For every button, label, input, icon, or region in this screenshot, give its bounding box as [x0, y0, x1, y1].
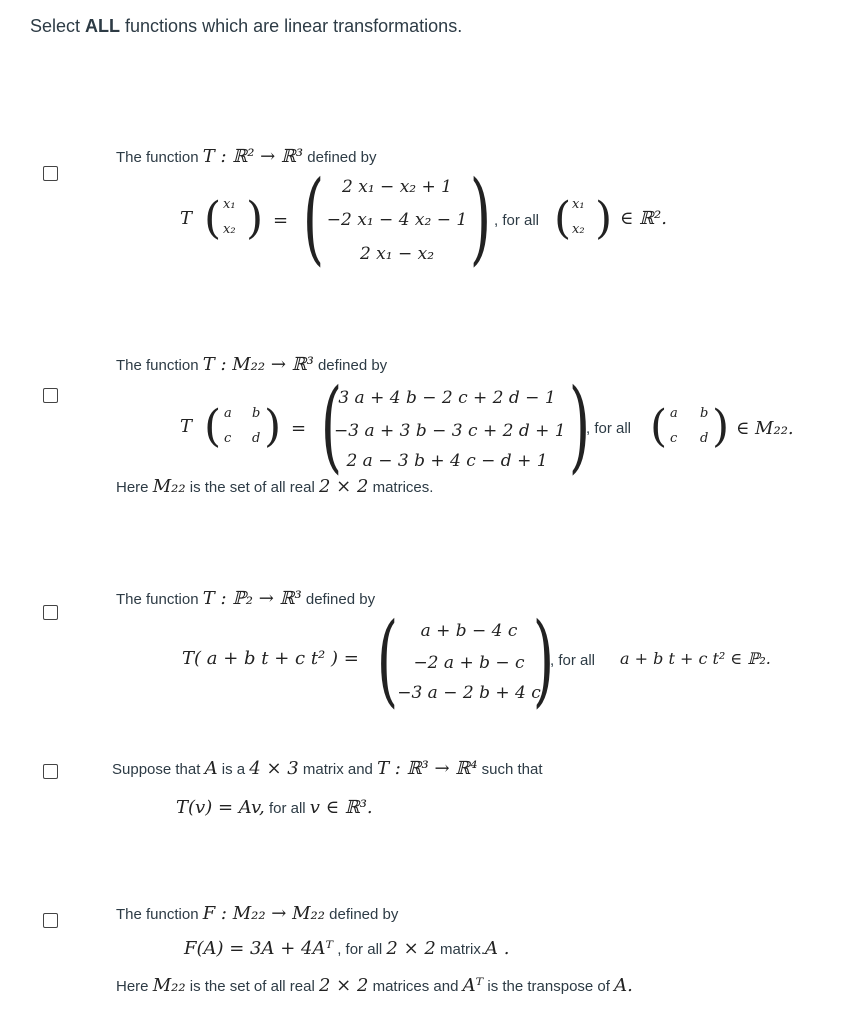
option-3-mapping: T : ℙ₂ → ℝ³ — [202, 588, 302, 609]
option-5-note-dim: 2 × 2 — [318, 975, 369, 996]
option-5-intro-pre: The function — [116, 906, 203, 923]
option-2-mat-d: d — [252, 431, 261, 446]
option-1-intro-post: defined by — [303, 149, 377, 166]
option-1-intro-pre: The function — [116, 149, 203, 166]
option-2-for-all: , for all — [586, 420, 632, 437]
option-1-vec-top: x₁ — [223, 197, 236, 212]
option-3-for-all: , for all — [550, 652, 596, 669]
option-1-dom-right-paren: ) — [595, 193, 613, 244]
option-4-for-all: for all — [264, 800, 310, 817]
option-4-dim: 4 × 3 — [249, 758, 299, 779]
option-2-mat-left-paren: ( — [204, 401, 222, 452]
option-2-dom-c: c — [670, 431, 678, 446]
option-2-mat-right-paren: ) — [264, 401, 282, 452]
option-5-note-pre: Here — [116, 978, 153, 995]
option-1-intro — [116, 146, 377, 167]
option-5-line-2 — [184, 938, 509, 959]
prompt-text-pre: Select — [30, 16, 86, 36]
option-3-row-3: −3 a − 2 b + 4 c — [397, 683, 541, 703]
option-3-result-right-paren: ) — [532, 601, 555, 718]
option-2-result-right-paren: ) — [568, 367, 591, 484]
option-2-lhs: T — [180, 416, 193, 437]
option-1-for-all: , for all — [494, 212, 540, 229]
option-2-intro — [116, 354, 387, 375]
option-3-domain: a + b t + c t² ∈ ℙ₂. — [620, 649, 771, 668]
option-3-lhs: T( a + b t + c t² ) = — [182, 648, 359, 669]
option-1-vec-bot: x₂ — [223, 222, 236, 237]
option-2-mat-a: a — [224, 406, 232, 421]
option-5-note-AT: Aᵀ — [462, 975, 484, 996]
option-1-vec-right-paren: ) — [246, 193, 264, 244]
option-5-note-mid2: matrices and — [368, 978, 463, 995]
option-4-line-1-mid: is a — [217, 761, 250, 778]
option-5-checkbox[interactable] — [43, 913, 58, 928]
option-5-mapping: F : M₂₂ → M₂₂ — [202, 903, 325, 924]
option-2-note-dim: 2 × 2 — [318, 476, 369, 497]
option-2-dom-a: a — [670, 406, 678, 421]
option-1-row-2: −2 x₁ − 4 x₂ − 1 — [326, 210, 468, 230]
option-1-result-right-paren: ) — [469, 159, 492, 276]
option-2-domain: ∈ M₂₂. — [736, 418, 794, 439]
option-3-checkbox[interactable] — [43, 605, 58, 620]
option-2-row-2: −3 a + 3 b − 3 c + 2 d + 1 — [334, 421, 566, 441]
option-4-mapping: T : ℝ³ → ℝ⁴ — [377, 758, 478, 779]
option-4-domain: v ∈ ℝ³. — [309, 797, 373, 818]
option-5-matrix-word: matrix. — [435, 941, 486, 958]
option-3-intro-post: defined by — [301, 591, 376, 608]
option-1-row-1: 2 x₁ − x₂ + 1 — [342, 177, 452, 197]
option-1-dom-vec-bot: x₂ — [572, 222, 585, 237]
option-2-note-math: M₂₂ — [152, 476, 186, 497]
option-4-line-1-post: such that — [477, 761, 543, 778]
option-2-row-1: 3 a + 4 b − 2 c + 2 d − 1 — [338, 388, 556, 408]
option-1-lhs: T — [180, 208, 193, 229]
option-5-dim: 2 × 2 — [386, 938, 436, 959]
option-3-row-1: a + b − 4 c — [420, 621, 518, 641]
option-1-equals: = — [273, 210, 289, 231]
option-5-intro — [116, 903, 398, 924]
option-2-note — [116, 476, 433, 497]
option-5-equation: F(A) = 3A + 4Aᵀ — [184, 938, 334, 959]
option-2-mapping: T : M₂₂ → ℝ³ — [202, 354, 314, 375]
option-2-dom-right-paren: ) — [712, 401, 730, 452]
option-4-line-2 — [176, 797, 373, 818]
option-2-mat-c: c — [224, 431, 232, 446]
option-3-intro-pre: The function — [116, 591, 203, 608]
option-2-note-pre: Here — [116, 479, 153, 496]
option-2-dom-left-paren: ( — [650, 401, 668, 452]
option-2-dom-d: d — [700, 431, 709, 446]
option-2-intro-pre: The function — [116, 357, 203, 374]
option-2-result-left-paren: ( — [320, 367, 343, 484]
option-5-for-all: , for all — [333, 941, 387, 958]
option-1-checkbox[interactable] — [43, 166, 58, 181]
option-2-intro-post: defined by — [313, 357, 388, 374]
option-5-note-mid: is the set of all real — [185, 978, 319, 995]
prompt-text-post: functions which are linear transformations. — [120, 16, 463, 36]
option-1-row-3: 2 x₁ − x₂ — [359, 244, 435, 264]
option-5-note-math: M₂₂ — [152, 975, 186, 996]
option-1-domain: ∈ ℝ². — [620, 208, 667, 229]
option-2-note-mid: is the set of all real — [185, 479, 319, 496]
option-2-mat-b: b — [252, 406, 261, 421]
option-1-mapping: T : ℝ² → ℝ³ — [202, 146, 304, 167]
option-4-matrix-A: A — [204, 758, 218, 779]
option-2-equals: = — [291, 418, 307, 439]
option-5-note-mid3: is the transpose of — [483, 978, 615, 995]
option-2-note-post: matrices. — [368, 479, 434, 496]
option-1-dom-vec-top: x₁ — [572, 197, 585, 212]
option-3-intro — [116, 588, 375, 609]
option-3-row-2: −2 a + b − c — [413, 653, 525, 673]
option-3-result-left-paren: ( — [376, 601, 399, 718]
option-1-vec-left-paren: ( — [204, 193, 222, 244]
option-2-dom-b: b — [700, 406, 709, 421]
option-2-row-3: 2 a − 3 b + 4 c − d + 1 — [346, 451, 548, 471]
option-2-checkbox[interactable] — [43, 388, 58, 403]
prompt-text-bold: ALL — [85, 16, 121, 36]
option-5-A: A . — [485, 938, 510, 959]
option-1-dom-left-paren: ( — [554, 193, 572, 244]
option-1-result-left-paren: ( — [302, 159, 325, 276]
option-4-checkbox[interactable] — [43, 764, 58, 779]
option-4-line-1-mid2: matrix and — [298, 761, 378, 778]
option-4-equation: T(v) = Av, — [176, 797, 265, 818]
option-5-note — [116, 975, 633, 996]
option-5-intro-post: defined by — [324, 906, 399, 923]
option-4-line-1-pre: Suppose that — [112, 761, 205, 778]
option-4-line-1 — [112, 758, 543, 779]
option-5-note-A: A. — [614, 975, 633, 996]
question-prompt — [30, 16, 462, 37]
